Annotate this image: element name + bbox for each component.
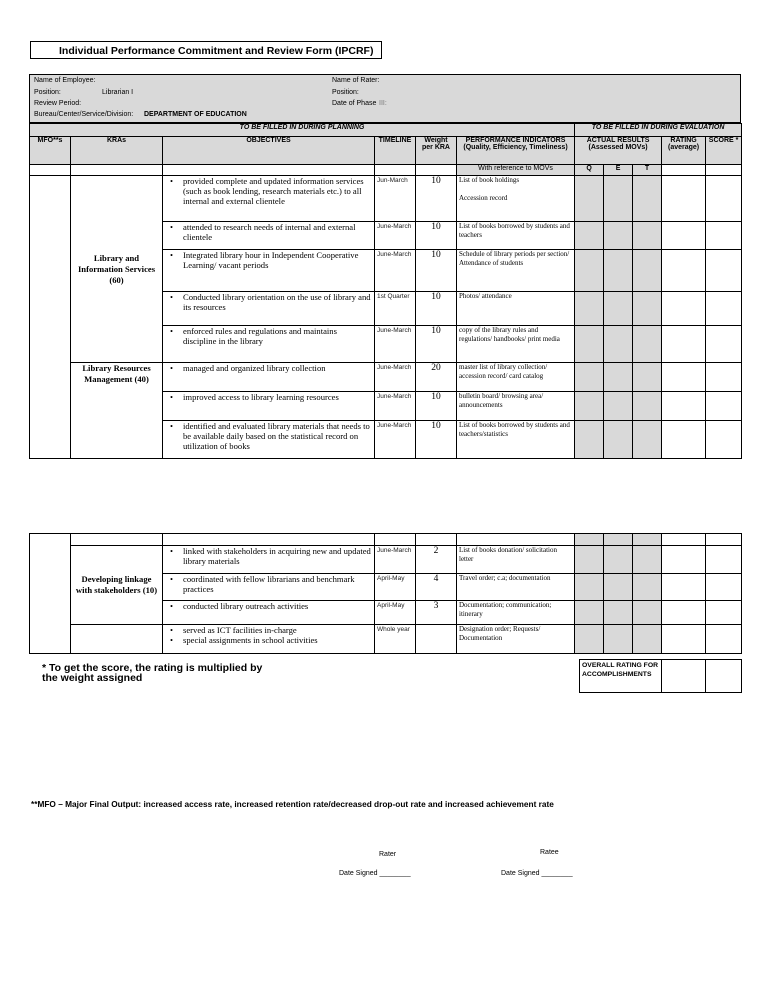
indicator-cell: Photos/ attendance [457, 292, 575, 326]
timeline-cell: June-March [375, 392, 416, 421]
objective-text: served as ICT facilities in-charge [183, 625, 297, 635]
ipcrf-table-1 [29, 123, 742, 459]
indicator-cell: bulletin board/ browsing area/ announcements [457, 392, 575, 421]
ratee-label: Ratee [540, 849, 559, 856]
objectives-header: OBJECTIVES [163, 137, 375, 165]
objective-text: managed and organized library collection [183, 363, 326, 373]
weight-cell: 4 [416, 574, 457, 601]
weight-cell: 20 [416, 363, 457, 392]
actual-results-header: ACTUAL RESULTS (Assessed MOVs) [575, 137, 662, 165]
overall-score-value [706, 660, 742, 693]
mfo-cell [30, 176, 71, 459]
table-row: • improved access to library learning resources June-March 10 bulletin board/ browsing area/ announcements [30, 392, 742, 421]
score-note-line1: * To get the score, the rating is multiplied by [42, 662, 263, 674]
mfo-header: MFO**s [30, 137, 71, 165]
objective-text: provided complete and updated information services (such as book lending, research materials etc.) to all internal and external clientele [183, 176, 364, 206]
timeline-cell: June-March [375, 222, 416, 250]
weight-cell: 10 [416, 176, 457, 222]
objective-text: special assignments in school activities [183, 635, 318, 645]
indicator-cell: Travel order; c.a; documentation [457, 574, 575, 601]
timeline-cell: June-March [375, 326, 416, 363]
table-row: • attended to research needs of internal and external clientele June-March 10 List of books borrowed by students and teachers [30, 222, 742, 250]
score-note-line2: the weight assigned [42, 672, 143, 684]
e-header: E [604, 165, 633, 176]
timeline-cell: June-March [375, 546, 416, 574]
weight-cell: 2 [416, 546, 457, 574]
objective-text: improved access to library learning resources [183, 392, 339, 402]
timeline-cell: Jun-March [375, 176, 416, 222]
table-row: • served as ICT facilities in-charge • special assignments in school activities Whole year Designation order; Requests/ Documentation [30, 625, 742, 654]
date-of-phase-value: III: [379, 100, 387, 107]
ratee-date-signed: Date Signed ________ [501, 870, 573, 877]
mfo-footnote: **MFO – Major Final Output: increased access rate, increased retention rate/decreased drop-out rate and increased achievement rate [31, 799, 554, 809]
indicator-cell: master list of library collection/ accession record/ card catalog [457, 363, 575, 392]
objective-text: coordinated with fellow librarians and benchmark practices [183, 574, 355, 594]
q-header: Q [575, 165, 604, 176]
weight-cell: 10 [416, 292, 457, 326]
rater-name-label: Name of Rater: [332, 77, 380, 84]
timeline-header: TIMELINE [375, 137, 416, 165]
rater-date-signed: Date Signed ________ [339, 870, 411, 877]
score-header: SCORE * [706, 137, 742, 165]
review-period-label: Review Period: [34, 100, 82, 107]
kra-stakeholder-linkage: Developing linkage with stakeholders (10) [71, 546, 163, 625]
timeline-cell: Whole year [375, 625, 416, 654]
weight-cell: 10 [416, 250, 457, 292]
objective-text: linked with stakeholders in acquiring new and updated library materials [183, 546, 371, 566]
overall-rating-box [579, 659, 742, 693]
position-label: Position: [34, 89, 61, 96]
objective-text: Conducted library orientation on the use of library and its resources [183, 292, 371, 312]
timeline-cell: June-March [375, 363, 416, 392]
movs-reference: With reference to MOVs [457, 165, 575, 176]
timeline-cell: April-May [375, 601, 416, 625]
objective-text: enforced rules and regulations and maintains discipline in the library [183, 326, 337, 346]
indicator-cell: List of books borrowed by students and teachers/statistics [457, 421, 575, 459]
evaluation-header: TO BE FILLED IN DURING EVALUATION [575, 124, 742, 137]
weight-cell: 10 [416, 392, 457, 421]
kra-library-resources: Library Resources Management (40) [71, 363, 163, 459]
ipcrf-table-2 [29, 533, 742, 654]
rating-header: RATING (average) [662, 137, 706, 165]
indicator-cell: copy of the library rules and regulations/ handbooks/ print media [457, 326, 575, 363]
bureau-label: Bureau/Center/Service/Division: [34, 111, 134, 118]
indicator-cell: Documentation; communication; itinerary [457, 601, 575, 625]
date-of-phase-label: Date of Phase [332, 100, 377, 107]
form-title: Individual Performance Commitment and Review Form (IPCRF) [30, 41, 382, 59]
table-row: Library and Information Services (60) • provided complete and updated information services (such as book lending, research materials etc.) to all internal and external clientele Jun-March 10 List of book holdings Accession record [30, 176, 742, 222]
table-row: • enforced rules and regulations and maintains discipline in the library June-March 10 copy of the library rules and regulations/ handbooks/ print media [30, 326, 742, 363]
bureau-value: DEPARTMENT OF EDUCATION [144, 111, 247, 118]
table-row: • coordinated with fellow librarians and benchmark practices April-May 4 Travel order; c.a; documentation [30, 574, 742, 601]
indicator-cell: Designation order; Requests/ Documentation [457, 625, 575, 654]
indicator-cell: List of book holdings Accession record [457, 176, 575, 222]
indicator-cell: List of books donation/ solicitation letter [457, 546, 575, 574]
rater-label: Rater [379, 851, 397, 858]
timeline-cell: 1st Quarter [375, 292, 416, 326]
weight-header: Weight per KRA [416, 137, 457, 165]
table-row: • Conducted library orientation on the use of library and its resources 1st Quarter 10 Photos/ attendance [30, 292, 742, 326]
indicator-cell: Schedule of library periods per section/ Attendance of students [457, 250, 575, 292]
objective-text: identified and evaluated library materials that needs to be available daily based on the statistical record on utilization of books [183, 421, 370, 451]
weight-cell: 3 [416, 601, 457, 625]
table-row: Developing linkage with stakeholders (10) • linked with stakeholders in acquiring new and updated library materials June-March 2 List of books donation/ solicitation letter [30, 546, 742, 574]
objective-text: Integrated library hour in Independent Cooperative Learning/ vacant periods [183, 250, 359, 270]
weight-cell [416, 625, 457, 654]
position-value: Librarian I [102, 89, 134, 96]
overall-rating-value [662, 660, 706, 693]
timeline-cell: June-March [375, 250, 416, 292]
weight-cell: 10 [416, 326, 457, 363]
objective-text: conducted library outreach activities [183, 601, 309, 611]
table-row: • Integrated library hour in Independent Cooperative Learning/ vacant periods June-March 10 Schedule of library periods per section/ Attendance of students [30, 250, 742, 292]
timeline-cell: April-May [375, 574, 416, 601]
timeline-cell: June-March [375, 421, 416, 459]
kra-library-services: Library and Information Services (60) [71, 176, 163, 363]
mfo-cell [30, 534, 71, 654]
planning-header: TO BE FILLED IN DURING PLANNING [30, 124, 575, 137]
indicator-cell: List of books borrowed by students and teachers [457, 222, 575, 250]
employee-label: Name of Employee: [34, 77, 96, 84]
weight-cell: 10 [416, 222, 457, 250]
weight-cell: 10 [416, 421, 457, 459]
employee-info-block [29, 74, 741, 123]
objective-text: attended to research needs of internal and external clientele [183, 222, 356, 242]
kras-header: KRAs [71, 137, 163, 165]
overall-rating-label: OVERALL RATING FOR ACCOMPLISHMENTS [580, 660, 662, 693]
table-row: • conducted library outreach activities April-May 3 Documentation; communication; itinerary [30, 601, 742, 625]
t-header: T [633, 165, 662, 176]
rater-position-label: Position: [332, 89, 359, 96]
table-row: Library Resources Management (40) • managed and organized library collection June-March 20 master list of library collection/ accession record/ card catalog [30, 363, 742, 392]
table-row: • identified and evaluated library materials that needs to be available daily based on the statistical record on utilization of books June-March 10 List of books borrowed by students and teachers/statistics [30, 421, 742, 459]
performance-indicators-header: PERFORMANCE INDICATORS (Quality, Efficiency, Timeliness) [457, 137, 575, 165]
